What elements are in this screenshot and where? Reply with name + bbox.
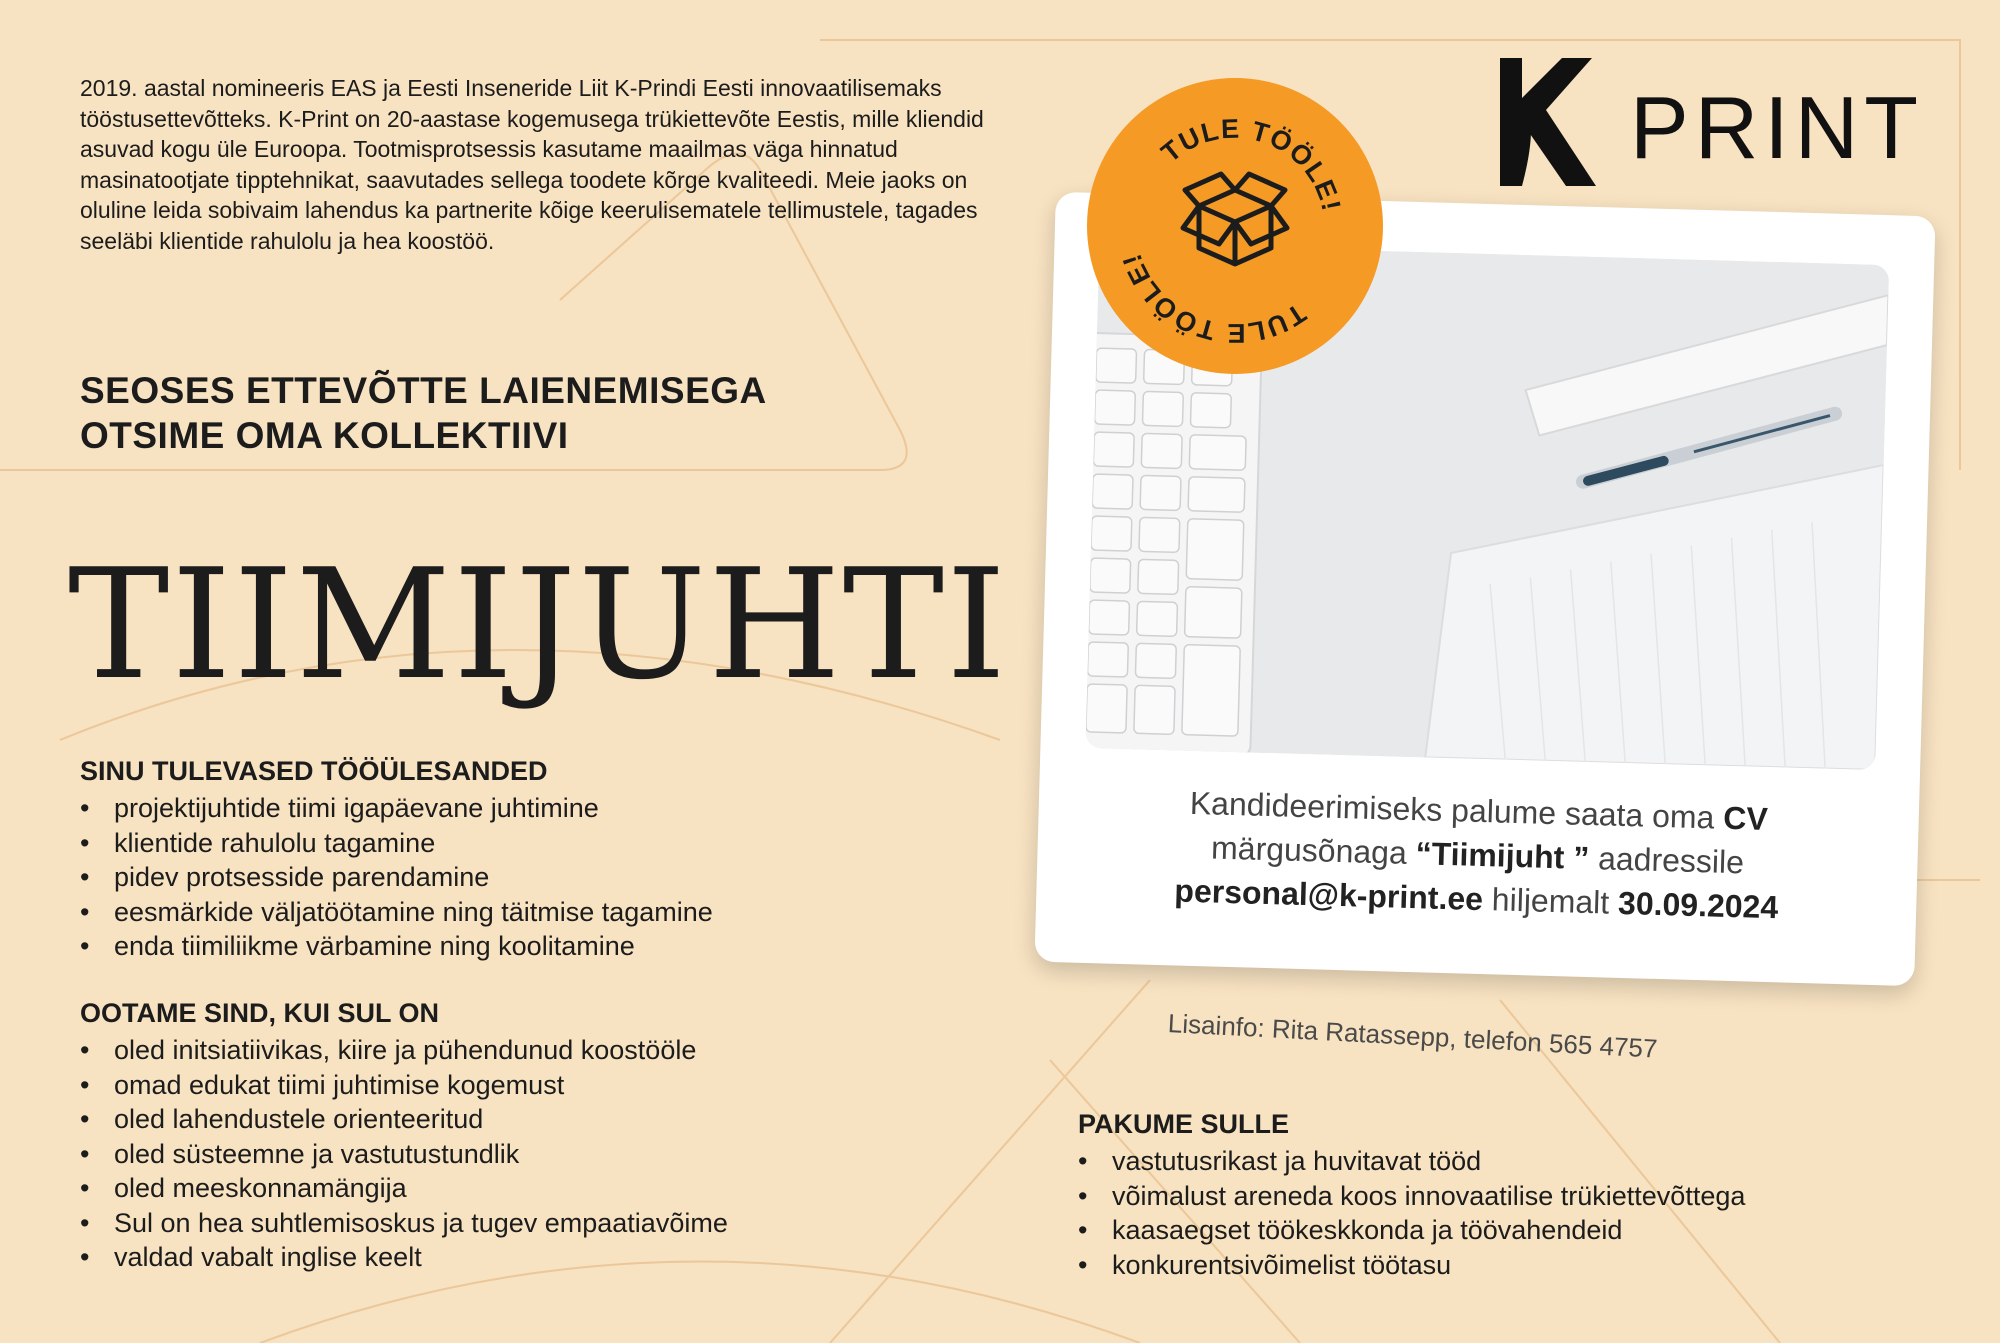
expect-section [80, 995, 1000, 1275]
apply-part-3: aadressile [1588, 840, 1745, 881]
contact-info: Lisainfo: Rita Ratassepp, telefon 565 4757 [1167, 1008, 1659, 1064]
tasks-heading: SINU TULEVASED TÖÖÜLESANDED [80, 756, 548, 786]
headline-line-2: OTSIME OMA KOLLEKTIIVI [80, 415, 569, 456]
list-item: • Sul on hea suhtlemisoskus ja tugev empaatiavõime [80, 1206, 1000, 1241]
tasks-section [80, 753, 1000, 964]
apply-deadline: 30.09.2024 [1617, 884, 1779, 926]
list-item: • oled lahendustele orienteeritud [80, 1102, 1000, 1137]
logo-wordmark: PRINT [1630, 78, 1924, 177]
list-item: • konkurentsivõimelist töötasu [1078, 1248, 1978, 1283]
list-item: • vastutusrikast ja huvitavat tööd [1078, 1144, 1978, 1179]
apply-email[interactable]: personal@k-print.ee [1173, 872, 1484, 918]
expect-heading: OOTAME SIND, KUI SUL ON [80, 998, 440, 1028]
badge-bottom-text: TULE TÖÖLE! [1116, 249, 1312, 349]
list-item: • oled süsteemne ja vastutustundlik [80, 1137, 1000, 1172]
list-item: • oled meeskonnamängija [80, 1171, 1000, 1206]
list-item: • projektijuhtide tiimi igapäevane juhtimine [80, 791, 1000, 826]
list-item: • kaasaegset töökeskkonda ja töövahendeid [1078, 1213, 1978, 1248]
badge-graphic [1087, 78, 1383, 374]
headline [80, 368, 767, 458]
apply-keyword: “Tiimijuht ” [1415, 835, 1590, 877]
box-icon [1183, 174, 1287, 264]
list-item: • klientide rahulolu tagamine [80, 826, 1000, 861]
k-print-logo [1500, 58, 1924, 186]
apply-part-2: märgusõnaga [1210, 829, 1417, 872]
list-item: • valdad vabalt inglise keelt [80, 1240, 1000, 1275]
intro-text: 2019. aastal nomineeris EAS ja Eesti Inseneride Liit K-Prindi Eesti innovaatilisemaks tööstusettevõtteks. K-Print on 20-aastase kogemusega trükiettevõte Eestis, mille kliendid asuvad kogu üle Euroopa. Tootmisprotsessis kasutame maailmas väga hinnatud masinatootjate tipptehnikat, saavutades sellega toodete kõrge kvaliteedi. Meie jaoks on oluline leida sobivaim lahendus ka partnerite kõige keerulisematele tellimustele, tagades seeläbi klientide rahulolu ja hea koostöö. [80, 75, 984, 254]
list-item: • võimalust areneda koos innovaatilise trükiettevõttega [1078, 1179, 1978, 1214]
list-item: • eesmärkide väljatöötamine ning täitmise tagamine [80, 895, 1000, 930]
join-us-badge [1087, 78, 1383, 374]
apply-cv: CV [1722, 799, 1769, 837]
offer-list [1078, 1144, 1978, 1282]
headline-line-1: SEOSES ETTEVÕTTE LAIENEMISEGA [80, 370, 767, 411]
list-item: • enda tiimiliikme värbamine ning koolitamine [80, 929, 1000, 964]
expect-list [80, 1033, 1000, 1275]
position-title: TIIMIJUHTI [68, 536, 1009, 713]
list-item: • oled initsiatiivikas, kiire ja pühendunud koostööle [80, 1033, 1000, 1068]
apply-part-1: Kandideerimiseks palume saata oma [1189, 784, 1724, 836]
offer-section [1078, 1106, 1978, 1282]
tasks-list [80, 791, 1000, 964]
offer-heading: PAKUME SULLE [1078, 1109, 1290, 1139]
apply-part-4: hiljemalt [1482, 881, 1619, 921]
badge-top-text: TULE TÖÖLE! [1155, 113, 1347, 215]
apply-text [1046, 777, 1909, 933]
list-item: • pidev protsesside parendamine [80, 860, 1000, 895]
list-item: • omad edukat tiimi juhtimise kogemust [80, 1068, 1000, 1103]
k-logo-mark-icon [1500, 58, 1610, 186]
